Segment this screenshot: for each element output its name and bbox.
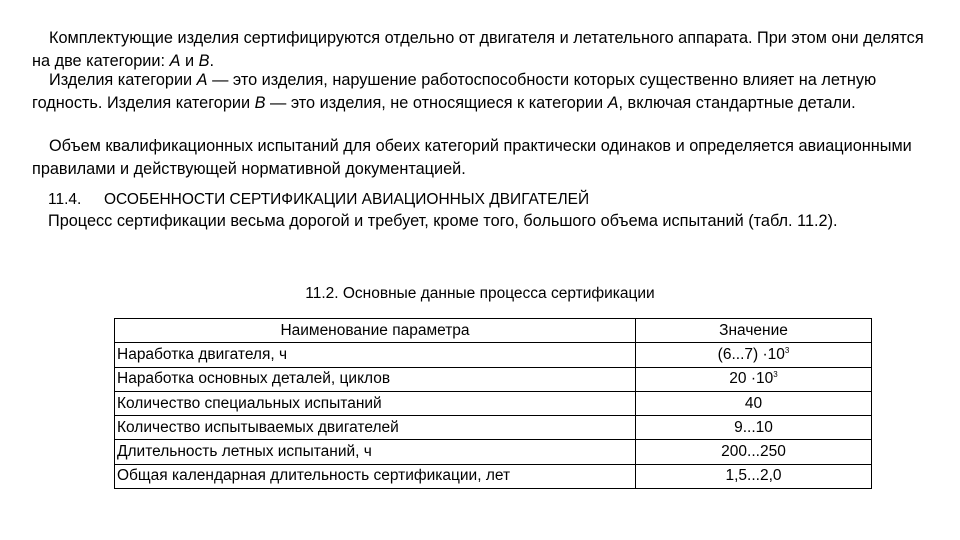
category-a-label: А	[607, 94, 619, 112]
row-value: 200...250	[636, 440, 872, 464]
table-row	[115, 416, 872, 440]
table-row	[115, 464, 872, 488]
paragraph-text: , включая стандартные детали.	[618, 94, 856, 112]
row-value	[636, 343, 872, 367]
paragraph-text: Объем квалификационных испытаний для обеих категорий практически одинаков и определяется авиационными правилами и действующей нормативной документацией.	[32, 137, 912, 178]
paragraph-category-definitions	[32, 69, 932, 115]
category-b-label: В	[198, 52, 210, 70]
paragraph-qualification-tests	[32, 135, 932, 181]
row-parameter-name: Количество испытываемых двигателей	[115, 416, 636, 440]
section-title: ОСОБЕННОСТИ СЕРТИФИКАЦИИ АВИАЦИОННЫХ ДВИГАТЕЛЕЙ	[104, 191, 590, 208]
row-parameter-name: Количество специальных испытаний	[115, 391, 636, 415]
header-value: Значение	[636, 319, 872, 343]
table-row	[115, 440, 872, 464]
row-parameter-name: Длительность летных испытаний, ч	[115, 440, 636, 464]
category-a-label: А	[169, 52, 181, 70]
paragraph-text: — это изделия, не относящиеся к категории	[265, 94, 608, 112]
row-value: 9...10	[636, 416, 872, 440]
certification-data-table	[114, 318, 872, 489]
category-b-label: В	[254, 94, 266, 112]
category-a-label: А	[196, 71, 208, 89]
row-value: 40	[636, 391, 872, 415]
section-number: 11.4.	[48, 191, 82, 208]
table-row	[115, 367, 872, 391]
table-caption: 11.2. Основные данные процесса сертификации	[305, 285, 655, 302]
section-heading	[48, 190, 589, 210]
table-row	[115, 343, 872, 367]
paragraph-text: .	[209, 52, 214, 70]
paragraph-text: Изделия категории	[49, 71, 197, 89]
paragraph-text: и	[180, 52, 199, 70]
row-parameter-name: Наработка двигателя, ч	[115, 343, 636, 367]
value-exponent: 3	[773, 370, 778, 380]
paragraph-categories	[32, 27, 932, 73]
paragraph-text: Комплектующие изделия сертифицируются отдельно от двигателя и летательного аппарата. При этом они делятся на две категории:	[32, 29, 924, 70]
header-parameter-name: Наименование параметра	[115, 319, 636, 343]
table-header-row	[115, 319, 872, 343]
row-value	[636, 367, 872, 391]
row-parameter-name: Общая календарная длительность сертификации, лет	[115, 464, 636, 488]
row-value: 1,5...2,0	[636, 464, 872, 488]
paragraph-text: — это изделия, нарушение работоспособности которых существенно влияет на летную годность. Изделия категории	[32, 71, 877, 112]
paragraph-certification-process: Процесс сертификации весьма дорогой и требует, кроме того, большого объема испытаний (табл. 11.2).	[48, 212, 838, 230]
row-parameter-name: Наработка основных деталей, циклов	[115, 367, 636, 391]
value-text: 20 ·10	[729, 370, 774, 388]
table-row	[115, 391, 872, 415]
value-text: (6...7) ·10	[717, 345, 785, 363]
value-exponent: 3	[784, 345, 790, 355]
